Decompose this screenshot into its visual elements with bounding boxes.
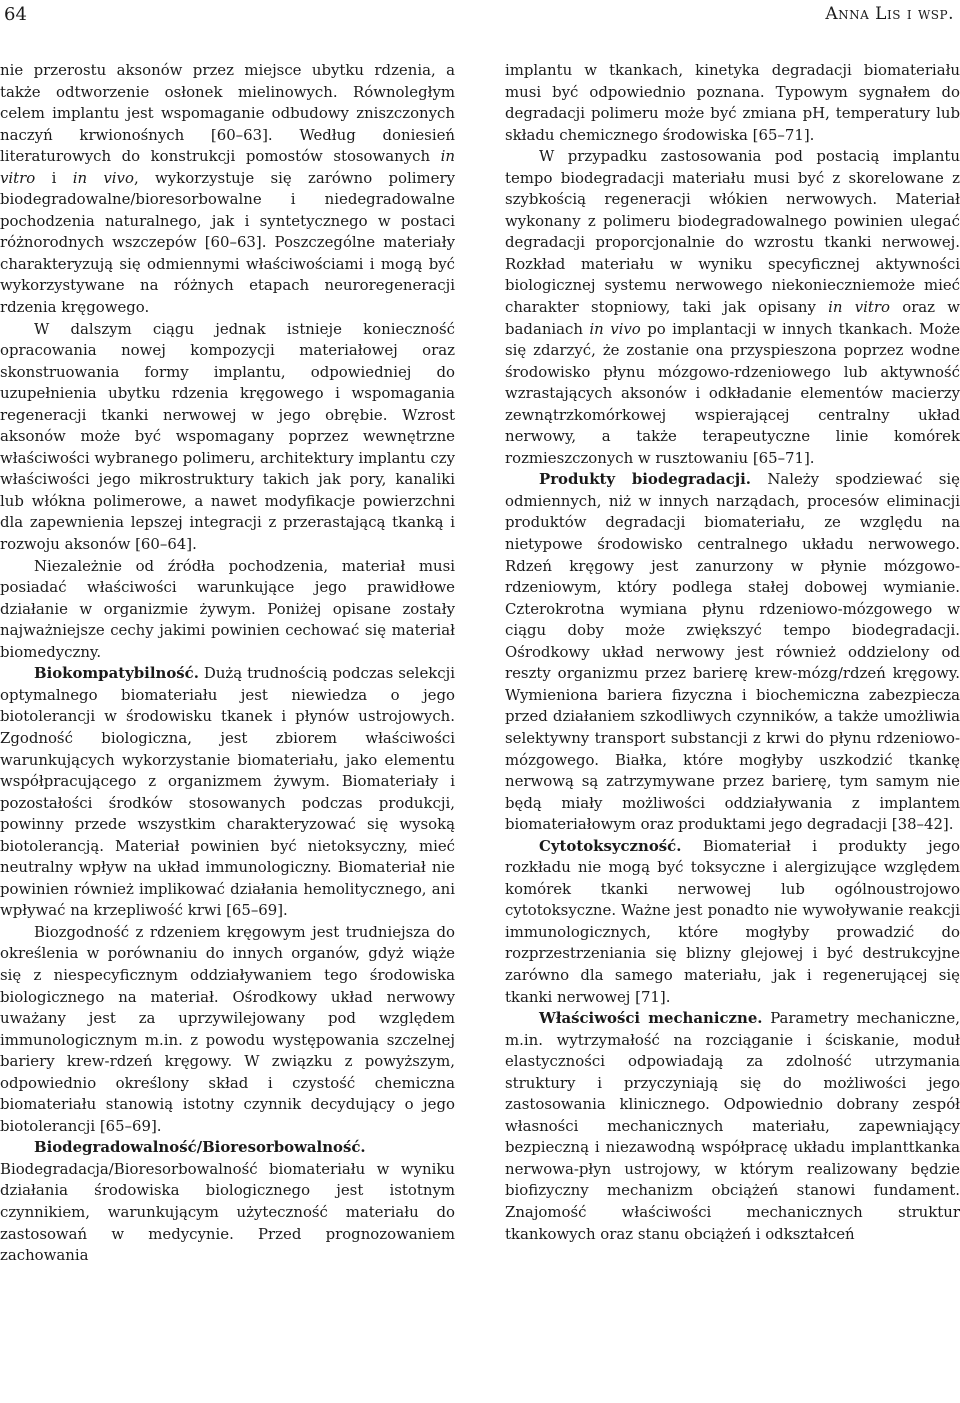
paragraph: W dalszym ciągu jednak istnieje konieczność opracowania nowej kompozycji materiałowej oraz skonstruowania formy implantu, odpowiedniej do uzupełnienia ubytku rdzenia kręgowego i wspomagania regeneracji tkanki nerwowej w jego obrębie. Wzrost aksonów może być wspomagany poprzez wewnętrzne właściwości wybranego polimeru, architektury implantu czy właściwości jego mikrostruktury takich jak pory, kanaliki lub włókna polimerowe, a nawet modyfikacje powierzchni dla zapewnienia lepszej integracji z przerastającą tkanką i rozwoju aksonów [60–64].: [0, 319, 455, 554]
paragraph: Biozgodność z rdzeniem kręgowym jest trudniejsza do określenia w porównaniu do innych organów, gdyż wiąże się z niespecyficznym oddziaływaniem tego środowiska biologicznego na materiał. Ośrodkowy układ nerwowy uważany jest za uprzywilejowany pod względem immunologicznym m.in. z powodu występowania szczelnej bariery krew-rdzeń kręgowy. W związku z powyższym, odpowiednio określony skład i czystość chemiczna biomateriału stanowią istotny czynnik decydujący o jego biotolerancji [65–69].: [0, 922, 455, 1135]
left-column: [0, 60, 455, 1267]
paragraph: Niezależnie od źródła pochodzenia, materiał musi posiadać właściwości warunkujące jego prawidłowe działanie w organizmie żywym. Poniżej opisane zostały najważniejsze cechy jakimi powinien cechować się materiał biomedyczny.: [0, 556, 455, 661]
section-biodegradowalnosc: Biodegradowalność/Bioresorbowalność. Biodegradacja/Bioresorbowalność biomateriału w wyniku działania środowiska biologicznego jest istotnym czynnikiem, warunkującym użyteczność materiału do zastosowań w medycynie. Przed prognozowaniem zachowania: [0, 1138, 455, 1265]
section-cytotoksycznosc: Cytotoksyczność. Biomateriał i produkty jego rozkładu nie mogą być toksyczne i alergizujące względem komórek tkanki nerwowej lub ogólnoustrojowo cytotoksyczne. Ważne jest ponadto nie wywoływanie reakcji immunologicznych, które mogłyby prowadzić do rozprzestrzeniania się blizny glejowej i być destrukcyjne zarówno dla samego materiału, jak i regenerującej się tkanki nerwowej [71].: [505, 836, 960, 1006]
section-wlasciwosci-mechaniczne: Właściwości mechaniczne. Parametry mechaniczne, m.in. wytrzymałość na rozciąganie i ściskanie, moduł elastyczności odpowiadają za zdolność utrzymania struktury i przyczyniają się do możliwości jego zastosowania klinicznego. Odpowiednio dobrany zespół własności mechanicznych materiału, zapewniający bezpieczną i niezawodną współpracę układu implanttkanka nerwowa-płyn ustrojowy, w którym realizowany będzie biofizyczny mechanizm obciążeń stanowi fundament. Znajomość właściwości mechanicznych struktur tkankowych oraz stanu obciążeń i odkształceń: [505, 1009, 960, 1243]
page-number: 64: [4, 4, 27, 25]
paragraph: implantu w tkankach, kinetyka degradacji biomateriału musi być odpowiednio poznana. Typowym sygnałem do degradacji polimeru może być zmiana pH, temperatury lub składu chemicznego środowiska [65–71].: [505, 61, 960, 144]
section-biokompatybilnosc: Biokompatybilność. Dużą trudnością podczas selekcji optymalnego biomateriału jest niewiedza o jego biotolerancji w środowisku tkanek i płynów ustrojowych. Zgodność biologiczna, jest zbiorem właściwości warunkujących wykorzystanie biomateriału, jako elementu współpracującego z organizmem żywym. Biomateriały i pozostałości środków stosowanych podczas produkcji, powinny przede wszystkim charakteryzować się wysoką biotolerancją. Materiał powinien być nietoksyczny, mieć neutralny wpływ na układ immunologiczny. Biomateriał nie powinien również implikować działania hemolitycznego, ani wpływać na krzepliwość krwi [65–69].: [0, 664, 455, 920]
section-heading: Biodegradowalność/Bioresorbowalność.: [34, 1138, 366, 1157]
paragraph: nie przerostu aksonów przez miejsce ubytku rdzenia, a także odtworzenie osłonek mielinowych. Równoległym celem implantu jest wspomaganie odbudowy zniszczonych naczyń krwionośnych [60–63]. Według doniesień literaturowych do konstrukcji pomostów stosowanych in vitro i in vivo, wykorzystuje się zarówno polimery biodegradowalne/bioresorbowalne i niedegradowalne pochodzenia naturalnego, jak i syntetycznego w postaci różnorodnych wszczepów [60–63]. Poszczególne materiały charakteryzują się odmiennymi właściwościami i mogą być wykorzystywane na różnych etapach neuroregeneracji rdzenia kręgowego.: [0, 61, 455, 317]
section-heading: Właściwości mechaniczne.: [539, 1009, 763, 1028]
page-header: [0, 0, 960, 30]
running-head: Anna Lis i wsp.: [825, 4, 954, 24]
paragraph: W przypadku zastosowania pod postacią implantu tempo biodegradacji materiału musi być z skorelowane z szybkością regeneracji włókien nerwowych. Materiał wykonany z polimeru biodegradowalnego powinien ulegać degradacji proporcjonalnie do wzrostu tkanki nerwowej. Rozkład materiału w wyniku specyficznej aktywności biologicznej systemu nerwowego niekonieczniemoże mieć charakter stopniowy, taki jak opisany in vitro oraz w badaniach in vivo po implantacji w innych tkankach. Może się zdarzyć, że zostanie ona przyspieszona poprzez wodne środowisko płynu mózgowo-rdzeniowego lub aktywność wzrastających aksonów i odkładanie elementów macierzy zewnątrzkomórkowej wspierającej centralny układ nerwowy, a także terapeutyczne linie komórek rozmieszczonych w rusztowaniu [65–71].: [505, 147, 960, 467]
section-heading: Biokompatybilność.: [34, 664, 199, 683]
section-heading: Cytotoksyczność.: [539, 836, 682, 855]
right-column: [505, 60, 960, 1245]
section-produkty-biodegradacji: Produkty biodegradacji. Należy spodziewać się odmiennych, niż w innych narządach, procesów eliminacji produktów degradacji biomateriału, ze względu na nietypowe środowisko centralnego układu nerwowego. Rdzeń kręgowy jest zanurzony w płynie mózgowo-rdzeniowym, który podlega stałej dobowej wymianie. Czterokrotna wymiana płynu rdzeniowo-mózgowego w ciągu doby może zwiększyć tempo biodegradacji. Ośrodkowy układ nerwowy jest również oddzielony od reszty organizmu przez barierę krew-mózg/rdzeń kręgowy. Wymieniona bariera fizyczna i biochemiczna zabezpiecza przed działaniem szkodliwych czynników, a także umożliwia selektywny transport substancji z krwi do płynu rdzeniowo-mózgowego. Białka, które mogłyby uszkodzić tkankę nerwową są zatrzymywane przez barierę, tym samym nie będą miały możliwości oddziaływania z implantem biomateriałowym oraz produktami jego degradacji [38–42].: [505, 470, 960, 834]
section-heading: Produkty biodegradacji.: [539, 470, 751, 489]
